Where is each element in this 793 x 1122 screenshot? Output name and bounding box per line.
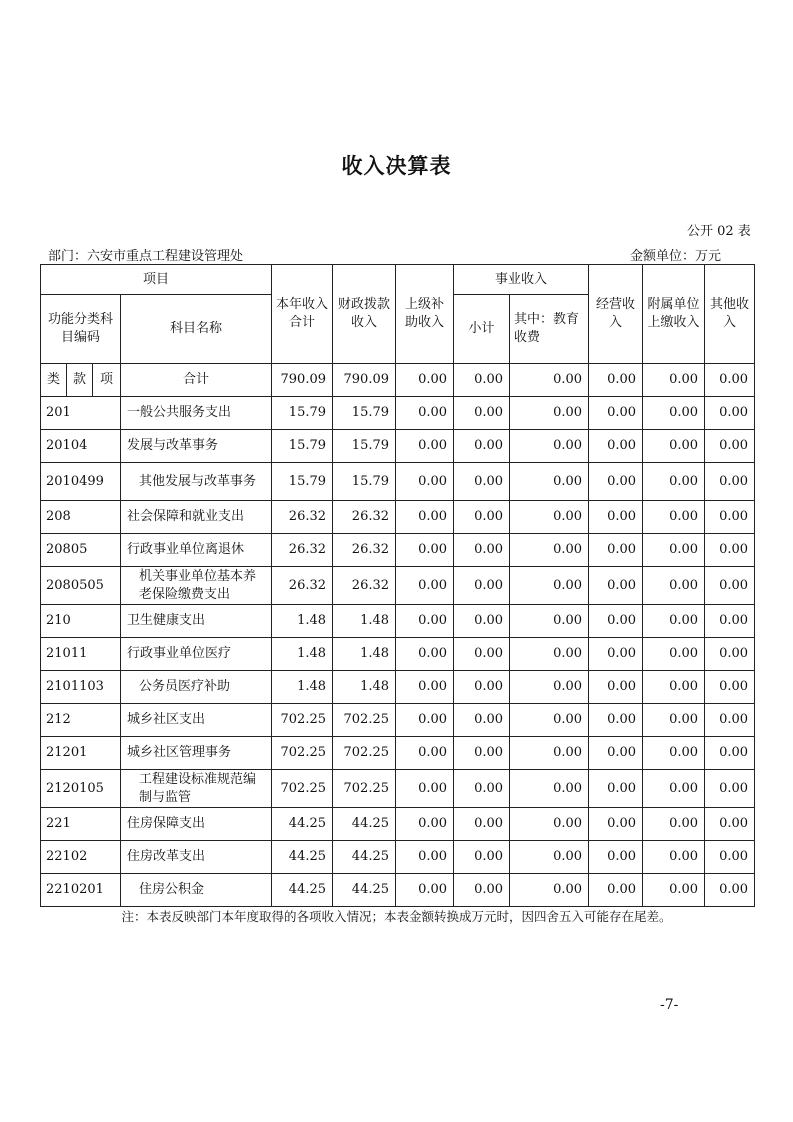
total-cell: 790.09 (272, 364, 333, 397)
amount-cell: 0.00 (589, 567, 643, 605)
amount-cell: 1.48 (333, 671, 396, 704)
amount-cell: 0.00 (705, 874, 755, 907)
amount-cell: 0.00 (643, 770, 705, 808)
subject-code-cell: 210 (41, 605, 121, 638)
amount-cell: 0.00 (510, 841, 589, 874)
amount-cell: 15.79 (333, 463, 396, 501)
amount-cell: 0.00 (705, 463, 755, 501)
amount-cell: 0.00 (589, 808, 643, 841)
subject-code-cell: 2210201 (41, 874, 121, 907)
amount-cell: 26.32 (272, 567, 333, 605)
table-row (41, 397, 755, 430)
subject-name-cell: 住房改革支出 (121, 841, 272, 874)
amount-cell: 0.00 (454, 397, 510, 430)
subject-code-cell: 2120105 (41, 770, 121, 808)
subject-name-cell: 住房保障支出 (121, 808, 272, 841)
amount-cell: 0.00 (454, 463, 510, 501)
amount-cell: 0.00 (705, 638, 755, 671)
amount-cell: 0.00 (589, 463, 643, 501)
amount-cell: 0.00 (643, 671, 705, 704)
subject-code-cell: 20104 (41, 430, 121, 463)
amount-cell: 0.00 (396, 737, 454, 770)
subject-code-cell: 2010499 (41, 463, 121, 501)
subject-name-cell: 社会保障和就业支出 (121, 501, 272, 534)
amount-cell: 702.25 (272, 770, 333, 808)
amount-cell: 0.00 (705, 770, 755, 808)
amount-cell: 0.00 (510, 737, 589, 770)
header-item: 项目 (41, 265, 272, 295)
table-row (41, 704, 755, 737)
amount-cell: 0.00 (510, 501, 589, 534)
amount-cell: 0.00 (705, 737, 755, 770)
subject-name-cell: 行政事业单位离退休 (121, 534, 272, 567)
amount-cell: 0.00 (589, 737, 643, 770)
amount-cell: 0.00 (510, 534, 589, 567)
amount-cell: 702.25 (333, 704, 396, 737)
amount-cell: 702.25 (272, 704, 333, 737)
amount-cell: 0.00 (705, 567, 755, 605)
amount-cell: 0.00 (454, 671, 510, 704)
table-row (41, 605, 755, 638)
total-cell: 790.09 (333, 364, 396, 397)
total-cell: 0.00 (454, 364, 510, 397)
subject-code-cell: 2101103 (41, 671, 121, 704)
amount-cell: 44.25 (272, 808, 333, 841)
subject-code-cell: 21201 (41, 737, 121, 770)
amount-cell: 0.00 (454, 808, 510, 841)
subject-name-cell: 发展与改革事务 (121, 430, 272, 463)
subject-code-cell: 201 (41, 397, 121, 430)
amount-cell: 0.00 (396, 808, 454, 841)
amount-cell: 0.00 (589, 671, 643, 704)
amount-cell: 1.48 (272, 638, 333, 671)
subject-name-cell: 城乡社区管理事务 (121, 737, 272, 770)
total-cell: 0.00 (396, 364, 454, 397)
total-label: 合计 (121, 364, 272, 397)
amount-cell: 0.00 (705, 671, 755, 704)
header-subtotal: 小计 (454, 295, 510, 364)
amount-cell: 0.00 (396, 501, 454, 534)
amount-cell: 0.00 (643, 841, 705, 874)
amount-cell: 0.00 (396, 841, 454, 874)
amount-cell: 702.25 (272, 737, 333, 770)
amount-cell: 0.00 (589, 397, 643, 430)
subject-code-cell: 221 (41, 808, 121, 841)
amount-cell: 15.79 (272, 430, 333, 463)
amount-cell: 0.00 (705, 605, 755, 638)
amount-cell: 26.32 (333, 534, 396, 567)
amount-cell: 0.00 (454, 770, 510, 808)
amount-cell: 0.00 (510, 397, 589, 430)
total-cell: 0.00 (589, 364, 643, 397)
subject-code-cell: 212 (41, 704, 121, 737)
amount-cell: 44.25 (333, 808, 396, 841)
amount-cell: 0.00 (643, 737, 705, 770)
amount-cell: 0.00 (643, 808, 705, 841)
amount-cell: 15.79 (333, 397, 396, 430)
amount-cell: 0.00 (510, 638, 589, 671)
amount-cell: 0.00 (589, 841, 643, 874)
amount-cell: 0.00 (454, 501, 510, 534)
amount-cell: 0.00 (643, 874, 705, 907)
amount-cell: 0.00 (643, 501, 705, 534)
amount-cell: 0.00 (510, 704, 589, 737)
amount-cell: 26.32 (333, 567, 396, 605)
table-row (41, 430, 755, 463)
subject-name-cell: 卫生健康支出 (121, 605, 272, 638)
subject-code-cell: 2080505 (41, 567, 121, 605)
amount-cell: 0.00 (589, 501, 643, 534)
table-row (41, 501, 755, 534)
subject-code-cell: 20805 (41, 534, 121, 567)
amount-cell: 0.00 (705, 534, 755, 567)
subject-name-cell: 其他发展与改革事务 (121, 463, 272, 501)
amount-cell: 0.00 (589, 430, 643, 463)
amount-cell: 0.00 (396, 638, 454, 671)
amount-cell: 702.25 (333, 737, 396, 770)
amount-cell: 0.00 (705, 841, 755, 874)
amount-cell: 0.00 (396, 605, 454, 638)
subject-name-cell: 公务员医疗补助 (121, 671, 272, 704)
amount-cell: 0.00 (589, 638, 643, 671)
amount-cell: 0.00 (589, 874, 643, 907)
amount-cell: 1.48 (333, 638, 396, 671)
amount-cell: 15.79 (272, 463, 333, 501)
header-education-fee: 其中：教育收费 (510, 295, 589, 364)
page-number: -7- (660, 997, 679, 1013)
amount-cell: 0.00 (589, 704, 643, 737)
amount-cell: 44.25 (272, 874, 333, 907)
table-row (41, 770, 755, 808)
amount-cell: 0.00 (643, 567, 705, 605)
amount-cell: 0.00 (510, 463, 589, 501)
amount-cell: 0.00 (589, 770, 643, 808)
subject-name-cell: 城乡社区支出 (121, 704, 272, 737)
amount-cell: 1.48 (272, 605, 333, 638)
header-other-income: 其他收入 (705, 265, 755, 364)
header-business-income: 事业收入 (454, 265, 589, 295)
header-fiscal-appropriation: 财政拨款收入 (333, 265, 396, 364)
amount-cell: 0.00 (454, 841, 510, 874)
header-lei: 类 (41, 364, 67, 397)
amount-cell: 0.00 (396, 770, 454, 808)
amount-cell: 702.25 (333, 770, 396, 808)
header-function-code: 功能分类科目编码 (41, 295, 121, 364)
amount-cell: 0.00 (589, 605, 643, 638)
amount-cell: 1.48 (333, 605, 396, 638)
amount-cell: 0.00 (510, 567, 589, 605)
subject-code-cell: 22102 (41, 841, 121, 874)
amount-cell: 0.00 (705, 501, 755, 534)
amount-cell: 26.32 (333, 501, 396, 534)
amount-cell: 0.00 (643, 397, 705, 430)
subject-name-cell: 行政事业单位医疗 (121, 638, 272, 671)
amount-cell: 0.00 (454, 737, 510, 770)
amount-cell: 26.32 (272, 501, 333, 534)
table-row (41, 841, 755, 874)
table-row (41, 808, 755, 841)
amount-cell: 0.00 (705, 430, 755, 463)
header-total-income: 本年收入合计 (272, 265, 333, 364)
amount-cell: 0.00 (396, 671, 454, 704)
amount-cell: 0.00 (454, 704, 510, 737)
amount-cell: 44.25 (333, 874, 396, 907)
amount-cell: 0.00 (643, 704, 705, 737)
amount-cell: 0.00 (643, 534, 705, 567)
amount-cell: 0.00 (510, 808, 589, 841)
table-row (41, 737, 755, 770)
amount-cell: 0.00 (510, 605, 589, 638)
amount-cell: 0.00 (705, 397, 755, 430)
table-row (41, 463, 755, 501)
table-row (41, 874, 755, 907)
subject-code-cell: 21011 (41, 638, 121, 671)
amount-cell: 0.00 (510, 671, 589, 704)
amount-cell: 0.00 (396, 704, 454, 737)
amount-cell: 0.00 (454, 430, 510, 463)
header-subject-name: 科目名称 (121, 295, 272, 364)
amount-cell: 0.00 (396, 430, 454, 463)
amount-cell: 0.00 (396, 397, 454, 430)
total-cell: 0.00 (705, 364, 755, 397)
table-row (41, 534, 755, 567)
amount-cell: 0.00 (454, 874, 510, 907)
amount-cell: 0.00 (510, 430, 589, 463)
amount-cell: 0.00 (705, 808, 755, 841)
amount-cell: 15.79 (272, 397, 333, 430)
amount-cell: 1.48 (272, 671, 333, 704)
header-superior-subsidy: 上级补助收入 (396, 265, 454, 364)
subject-name-cell: 工程建设标准规范编制与监管 (121, 770, 272, 808)
amount-cell: 0.00 (510, 770, 589, 808)
subject-code-cell: 208 (41, 501, 121, 534)
header-xiang: 项 (93, 364, 121, 397)
subject-name-cell: 住房公积金 (121, 874, 272, 907)
table-body (41, 397, 755, 907)
total-cell: 0.00 (643, 364, 705, 397)
amount-unit-label: 金额单位：万元 (630, 249, 722, 264)
amount-cell: 0.00 (396, 874, 454, 907)
amount-cell: 0.00 (705, 704, 755, 737)
page-title: 收入决算表 (341, 154, 452, 178)
subject-name-cell: 机关事业单位基本养老保险缴费支出 (121, 567, 272, 605)
amount-cell: 0.00 (454, 534, 510, 567)
amount-cell: 44.25 (333, 841, 396, 874)
amount-cell: 0.00 (396, 463, 454, 501)
footnote: 注：本表反映部门本年度取得的各项收入情况；本表金额转换成万元时，因四舍五入可能存在尾差。 (121, 909, 672, 924)
table-row (41, 638, 755, 671)
subject-name-cell: 一般公共服务支出 (121, 397, 272, 430)
amount-cell: 0.00 (643, 430, 705, 463)
table-row (41, 567, 755, 605)
form-number: 公开 02 表 (687, 224, 751, 239)
table-row (41, 671, 755, 704)
amount-cell: 0.00 (454, 567, 510, 605)
amount-cell: 0.00 (589, 534, 643, 567)
amount-cell: 0.00 (643, 605, 705, 638)
header-operating-income: 经营收入 (589, 265, 643, 364)
amount-cell: 44.25 (272, 841, 333, 874)
total-cell: 0.00 (510, 364, 589, 397)
income-final-accounts-table (40, 264, 755, 907)
amount-cell: 0.00 (396, 534, 454, 567)
amount-cell: 0.00 (643, 638, 705, 671)
amount-cell: 26.32 (272, 534, 333, 567)
amount-cell: 0.00 (510, 874, 589, 907)
department-label: 部门：六安市重点工程建设管理处 (48, 249, 244, 264)
amount-cell: 15.79 (333, 430, 396, 463)
amount-cell: 0.00 (454, 638, 510, 671)
header-kuan: 款 (67, 364, 93, 397)
amount-cell: 0.00 (396, 567, 454, 605)
amount-cell: 0.00 (454, 605, 510, 638)
amount-cell: 0.00 (643, 463, 705, 501)
header-affiliated-income: 附属单位上缴收入 (643, 265, 705, 364)
